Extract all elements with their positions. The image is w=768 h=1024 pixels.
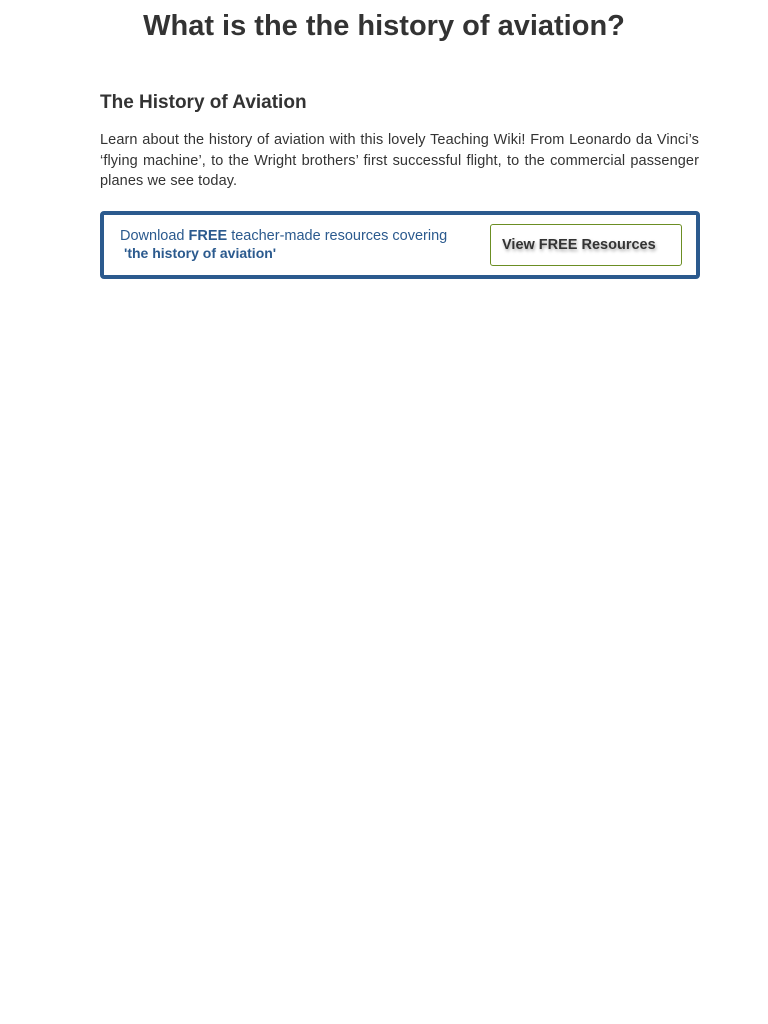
article-content [100, 90, 699, 279]
cta-prefix: Download [120, 227, 189, 244]
intro-paragraph: Learn about the history of aviation with this lovely Teaching Wiki! From Leonardo da Vinci’s ‘flying machine’, to the Wright brothers’ first successful flight, to the commercial passenger planes we see today. [100, 132, 699, 189]
cta-free-label: FREE [188, 227, 228, 244]
page-title: What is the the history of aviation? [143, 10, 625, 42]
section-heading: The History of Aviation [100, 92, 307, 113]
cta-suffix: teacher-made resources covering [227, 227, 448, 244]
cta-text [120, 228, 490, 262]
resources-cta-box [100, 211, 700, 279]
cta-topic: 'the history of aviation' [124, 244, 277, 261]
view-free-resources-button[interactable]: View FREE Resources [490, 224, 682, 266]
